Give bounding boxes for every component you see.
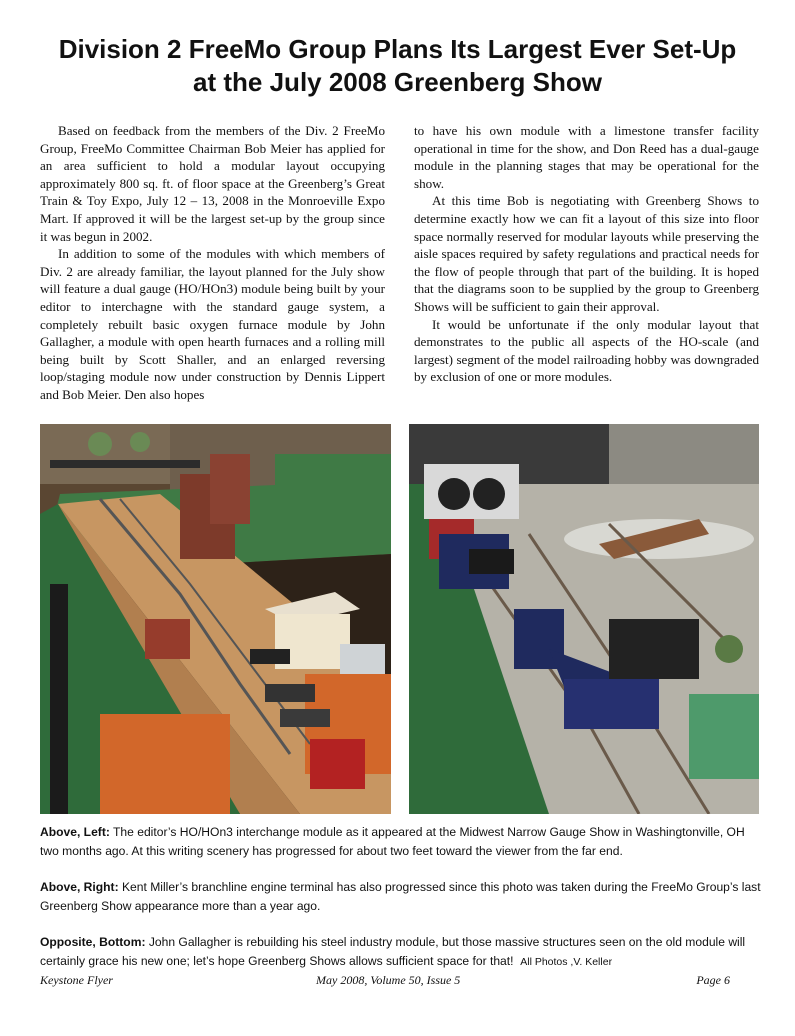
paragraph: In addition to some of the modules with which members of Div. 2 are already familiar, the layout planned for the July show will feature a dual gauge (HO/HOn3) module being built by your editor to interchagne with the standard gauge system, a completely rebuilt basic oxygen furnace module by John Gallagher, a module with open hearth furnaces and a rolling mill being built by Scott Shaller, and an enlarged reversing loop/staging module now under construction by Dennis Lippert and Bob Meier. Den also hopes [40,246,385,402]
photo-engine-terminal-image [409,424,759,814]
title-line-2: at the July 2008 Greenberg Show [193,67,602,97]
photo-engine-terminal [409,424,759,814]
footer-page-number: Page 6 [696,973,730,987]
caption-label: Above, Left: [40,825,110,839]
photo-credit: All Photos ,V. Keller [520,955,613,968]
paragraph: Based on feedback from the members of the Div. 2 FreeMo Group, FreeMo Committee Chairman Bob Meier has applied for an area sufficient to hold a modular layout occupying approximately 800 sq. ft. of floor space at the Greenberg’s Great Train & Toy Expo, July 12 – 13, 2008 in the Monroeville Expo Mart. If approved it will be the largest set-up by the group since it was begun in 2002. [40,123,385,244]
article-column-right [414,122,759,386]
caption-label: Above, Right: [40,880,119,894]
caption-opposite-bottom [40,933,762,971]
footer-publication: Keystone Flyer [40,973,113,987]
caption-text: Kent Miller’s branchline engine terminal has also progressed since this photo was taken during the FreeMo Group’s last Greenberg Show appearance more than a year ago. [40,880,761,913]
caption-above-left [40,823,762,860]
title-line-1: Division 2 FreeMo Group Plans Its Largest Ever Set-Up [58,34,737,64]
footer-issue: May 2008, Volume 50, Issue 5 [316,973,461,987]
article-title [20,33,775,99]
caption-text: John Gallagher is rebuilding his steel industry module, but those massive structures seen on the old module will certainly grace his new one; let’s hope Greenberg Shows allows sufficient space for that! [40,935,746,968]
paragraph: At this time Bob is negotiating with Greenberg Shows to determine exactly how we can fit a layout of this size into floor space normally reserved for modular layouts while preserving the aisle spaces required by safety regulations and practical needs for the flow of people through that part of the building. It is hoped that the diagrams soon to be supplied by the group to Greenberg Shows will be sufficient to gain their approval. [414,193,759,314]
photo-interchange-module [40,424,391,814]
caption-label: Opposite, Bottom: [40,935,146,949]
photo-captions [40,823,762,989]
paragraph: It would be unfortunate if the only modular layout that demonstrates to the public all aspects of the HO-scale (and largest) segment of the model railroading hobby was downgraded by exclusion of one or more modules. [414,316,759,385]
article-column-left [40,122,385,404]
paragraph: to have his own module with a limestone transfer facility operational in time for the show, and Don Reed has a dual-gauge module in the planning stages that may be operational for the show. [414,123,759,191]
caption-above-right [40,878,762,915]
photo-interchange-module-image [40,424,391,814]
caption-text: The editor’s HO/HOn3 interchange module as it appeared at the Midwest Narrow Gauge Show in Washingtonville, OH two months ago. At this writing scenery has progressed for about two feet toward the viewer from the far end. [40,825,745,858]
